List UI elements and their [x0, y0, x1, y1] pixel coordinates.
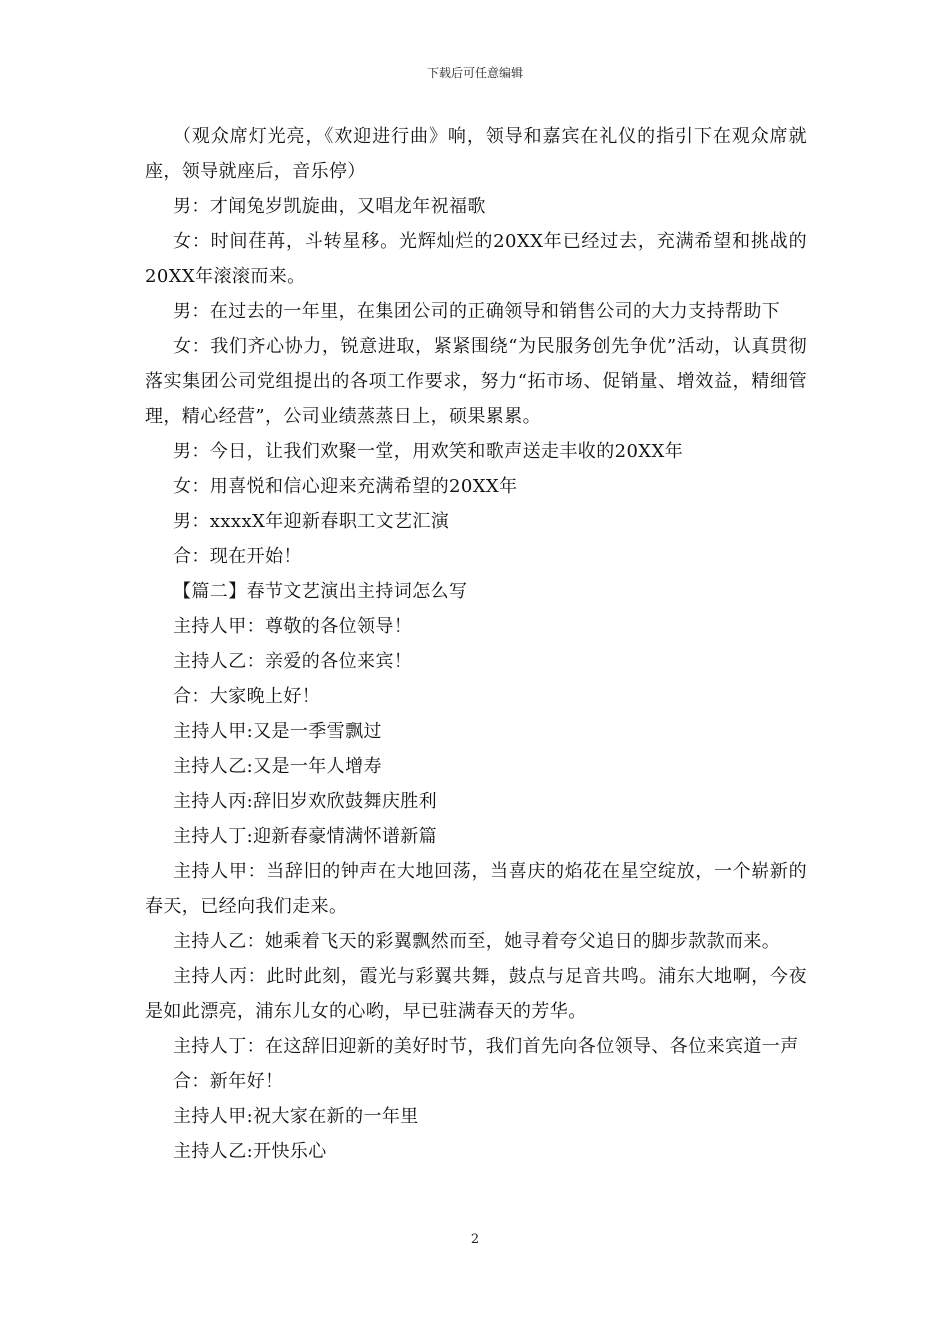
paragraph: 合：大家晚上好！ — [173, 686, 321, 707]
paragraph: 主持人甲：尊敬的各位领导！ — [173, 616, 413, 637]
paragraph: 男：在过去的一年里，在集团公司的正确领导和销售公司的大力支持帮助下 — [173, 301, 781, 322]
page-number: 2 — [470, 1232, 480, 1247]
paragraph: 男：才闻兔岁凯旋曲，又唱龙年祝福歌 — [173, 196, 486, 217]
paragraph: 主持人丁：在这辞旧迎新的美好时节，我们首先向各位领导、各位来宾道一声 — [173, 1036, 799, 1057]
paragraph: 主持人丙：此时此刻，霞光与彩翼共舞，鼓点与足音共鸣。浦东大地啊，今夜是如此漂亮，浦东儿女的心哟，早已驻满春天的芳华。 — [145, 966, 807, 1022]
document-body — [145, 119, 807, 1169]
page-header: 下载后可任意编辑 — [426, 66, 523, 80]
paragraph: （观众席灯光亮，《欢迎进行曲》响，领导和嘉宾在礼仪的指引下在观众席就座，领导就座后，音乐停） — [145, 126, 807, 182]
paragraph: 女：用喜悦和信心迎来充满希望的20XX年 — [173, 476, 518, 497]
paragraph: 主持人甲：当辞旧的钟声在大地回荡，当喜庆的焰花在星空绽放，一个崭新的春天，已经向我们走来。 — [145, 861, 807, 917]
paragraph: 女：时间荏苒，斗转星移。光辉灿烂的20XX年已经过去，充满希望和挑战的20XX年滚滚而来。 — [145, 231, 807, 287]
paragraph: 主持人丁:迎新春豪情满怀谱新篇 — [173, 826, 438, 847]
section-heading: 【篇二】春节文艺演出主持词怎么写 — [173, 581, 468, 602]
paragraph: 主持人甲:祝大家在新的一年里 — [173, 1106, 419, 1127]
paragraph: 主持人乙:开快乐心 — [173, 1141, 327, 1162]
paragraph: 合：现在开始！ — [173, 546, 302, 567]
paragraph: 主持人乙:又是一年人增寿 — [173, 756, 382, 777]
paragraph: 主持人丙:辞旧岁欢欣鼓舞庆胜利 — [173, 791, 438, 812]
paragraph: 主持人乙：亲爱的各位来宾！ — [173, 651, 413, 672]
paragraph: 女：我们齐心协力，锐意进取，紧紧围绕“为民服务创先争优”活动，认真贯彻落实集团公司党组提出的各项工作要求，努力“拓市场、促销量、增效益，精细管理，精心经营”，公司业绩蒸蒸日上，硕果累累。 — [145, 336, 807, 427]
paragraph: 男：xxxxX年迎新春职工文艺汇演 — [173, 511, 450, 532]
paragraph: 男：今日，让我们欢聚一堂，用欢笑和歌声送走丰收的20XX年 — [173, 441, 684, 462]
paragraph: 合：新年好！ — [173, 1071, 284, 1092]
paragraph: 主持人乙：她乘着飞天的彩翼飘然而至，她寻着夸父追日的脚步款款而来。 — [173, 931, 781, 952]
paragraph: 主持人甲:又是一季雪飘过 — [173, 721, 382, 742]
